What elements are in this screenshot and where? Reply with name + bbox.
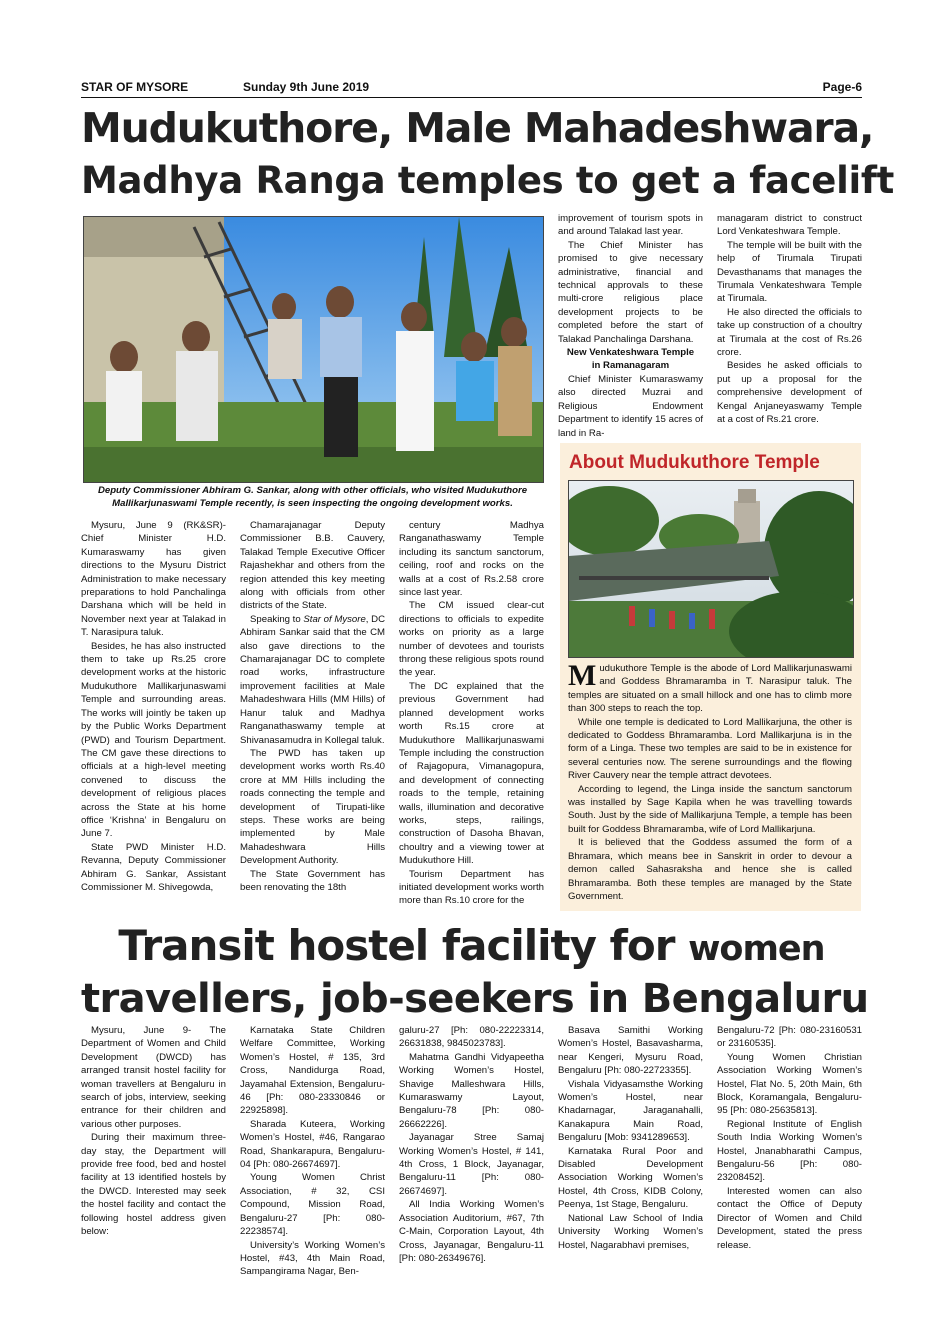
hostel-address: Young Women Christ Association, # 32, CSI Compound, Mission Road, Bengaluru-27 [Ph: 080-22238574]. xyxy=(240,1172,385,1238)
hostel-address: Regional Institute of English South India Working Women’s Hostel, Jnanabharathi Campus, Bengaluru-56 [Ph: 080-23208452]. xyxy=(717,1118,862,1184)
hostel-address: Sharada Kuteera, Working Women’s Hostel, #46, Rangarao Road, Shankarapura, Bengaluru-04 [Ph: 080-26674697]. xyxy=(240,1118,385,1171)
story1-col4-paragraph: Chief Minister Kumaraswamy also directed Muzrai and Religious Endowment Department to identify 15 acres of land in Ra- xyxy=(558,373,703,439)
story1-column-1 xyxy=(81,519,226,894)
story1-column-5 xyxy=(717,212,862,427)
story1-col5-paragraph: He also directed the officials to take up construction of a choultry at Tirumala at the cost of Rs.26 crore. xyxy=(717,306,862,359)
story1-headline-line2: Madhya Ranga temples to get a facelift xyxy=(81,159,895,202)
hostel-address: All India Working Women’s Association Auditorium, #67, 7th C-Main, Corporation Layout, 4th Cross, Jayanagar, Bengaluru-11 [Ph: 080-26349676]. xyxy=(399,1199,544,1264)
sidebar-intro-text: udukuthore Temple is the abode of Lord Mallikarjunaswami and Goddess Bhramaramba in T. Narasipur taluk. The temples are situated on a small hillock and one has to climb more than 300 steps to reach the top. xyxy=(568,663,852,715)
story1-col2-text: Speaking to xyxy=(250,613,304,625)
story2-headline-small: women xyxy=(688,929,825,969)
subheading-venkateshwara-temple: New Venkateshwara Temple xyxy=(566,347,695,359)
story2-col1-paragraph: During their maximum three-day stay, the Department will provide free food, bed and hostel facility at 13 identified hostels by the DWCD. Interested may seek the hostel facility and contact the following hostel address given below: xyxy=(81,1132,226,1238)
hostel-address: Karnataka Rural Poor and Disabled Development Association Working Women’s Hostel, 4th Cross, KIDB Colony, Peenya, 1st Stage, Bengaluru. xyxy=(558,1145,703,1211)
story1-col1-paragraph: State PWD Minister H.D. Revanna, Deputy Commissioner Abhiram G. Sankar, Assistant Commissioner M. Shivegowda, xyxy=(81,841,226,893)
sidebar-paragraph: While one temple is dedicated to Lord Mallikarjuna, the other is dedicated to Goddess Bhramaramba. Lord Mallikarjuna is in the form of a Linga. These two temples are said to be in existence for several centuries now. The serene surroundings and the flowing River Cauvery near the temple attract devotees. xyxy=(568,716,852,782)
temple-scene-illustration xyxy=(569,481,853,657)
story1-col4-paragraph: The Chief Minister has promised to give necessary administrative, financial and technical approvals to these multi-crore religious place development projects to be completed before the start of Talakad Panchalinga Darshana. xyxy=(558,239,703,345)
hostel-address: Vishala Vidyasamsthe Working Women’s Hostel, near Khadarnagar, Jaraganahalli, Kanakapura Main Road, Bengaluru [Mob: 9341289653]. xyxy=(558,1078,703,1144)
story1-col5-paragraph: Besides he asked officials to put up a proposal for the comprehensive development of Kengal Anjaneyaswamy Temple at a cost of Rs.21 crore. xyxy=(717,360,862,426)
story2-headline-big: Transit hostel facility for xyxy=(118,921,675,970)
story1-headline-line1: Mudukuthore, Male Mahadeshwara, xyxy=(81,104,874,152)
story1-column-2 xyxy=(240,519,385,894)
story1-column-3 xyxy=(399,519,544,908)
sidebar-paragraph: It is believed that the Goddess assumed the form of a Bhramara, which means bee in Sanskrit in order to devour a demon called Sahasraksha and hence she is called Bhramaramba. Both these temples are managed by the State Government. xyxy=(568,837,852,902)
story1-col2-paragraph: The State Government has been renovating the 18th xyxy=(240,868,385,893)
story1-col2-text: , DC Abhiram Sankar said that the CM also gave directions to the Chamarajanagar DC to complete road works, infrastructure improvement facilities at Male Mahadeshwara Hills (MM Hills) of Hanur taluk and Madhya Ranganathaswamy temple at Shivanasamudra in Kollegal taluk. xyxy=(240,613,385,746)
story1-column-4 xyxy=(558,212,703,440)
sidebar-paragraph xyxy=(568,659,852,716)
sidebar-body xyxy=(568,659,852,903)
story2-headline-line2: travellers, job-seekers in Bengaluru xyxy=(81,976,869,1022)
story1-col1-paragraph: Besides, he has also instructed them to take up Rs.25 crore development works at the historic Mudukuthore Mallikarjunaswami Temple and surrounding areas. The works will jointly be taken up by the Public Works Department (PWD) and Tourism Department. The CM gave these directions to officials at a high-level meeting convened to discuss the development of religious places across the State at his home office ‘Krishna’ in Bengaluru on June 7. xyxy=(81,640,226,840)
photo-caption xyxy=(83,485,542,510)
hostel-address: Young Women Christian Association Working Women’s Hostel, Flat No. 5, 20th Main, 6th Block, Koramangala, Bengaluru-95 [Ph: 080-25635813]. xyxy=(717,1051,862,1117)
officials-inspection-photo xyxy=(83,216,544,483)
story2-column-4 xyxy=(558,1024,703,1252)
hostel-address: galuru-27 [Ph: 080-22223314, 26631838, 9845023783]. xyxy=(399,1025,544,1050)
drop-cap-letter: M xyxy=(568,659,597,692)
story2-headline-line1 xyxy=(81,921,862,970)
story2-column-1 xyxy=(81,1024,226,1239)
masthead-date: Sunday 9th June 2019 xyxy=(243,80,370,94)
story1-col3-paragraph: The CM issued clear-cut directions to officials to expedite works on priority as a large number of devotees and tourists throng these religious spots round the year. xyxy=(399,600,544,679)
hostel-address: Basava Samithi Working Women’s Hostel, Basavasharma, near Kengeri, Mysuru Road, Bengaluru [Ph: 080-22723355]. xyxy=(558,1025,703,1077)
story2-column-3 xyxy=(399,1024,544,1265)
subheading-ramanagaram: in Ramanagaram xyxy=(591,360,670,372)
story1-col2-paragraph xyxy=(240,613,385,747)
hostel-address: Mahatma Gandhi Vidyapeetha Working Women’s Hostel, Shavige Malleshwara Hills, Kumaraswamy Layout, Bengaluru-78 [Ph: 080-26662226]. xyxy=(399,1051,544,1130)
hostel-address: Jayanagar Stree Samaj Working Women’s Hostel, # 141, 4th Cross, 1 Block, Jayanagar, Bengaluru-11 [Ph: 080-26674697]. xyxy=(399,1132,544,1197)
masthead-page-number: Page-6 xyxy=(822,80,862,94)
story2-col1-paragraph: Mysuru, June 9- The Department of Women and Child Development (DWCD) has arranged transit hostel facility for woman travellers at Bengaluru in search of jobs, interview, seeking entrance for their children and various other purposes. xyxy=(81,1025,226,1130)
inspection-scene-illustration xyxy=(84,217,543,482)
story1-col3-paragraph: Tourism Department has initiated development works worth more than Rs.10 crore for the xyxy=(399,868,544,907)
story1-col2-paragraph: The PWD has taken up development works worth Rs.40 crore at MM Hills including the roads connecting the temple and development of Tirupati-like steps. These works are being implemented by Male Mahadeshwara Hills Development Authority. xyxy=(240,747,385,867)
story1-col1-paragraph: Mysuru, June 9 (RK&SR)- Chief Minister H.D. Kumaraswamy has given directions to the Mysuru District Administration to make necessary preparations to hold Panchalinga Darshana which will be held in November next year at Talakad in T. Narasipura taluk. xyxy=(81,520,226,639)
story1-col5-paragraph: managaram district to construct Lord Venkateshwara Temple. xyxy=(717,213,862,238)
story2-column-2 xyxy=(240,1024,385,1279)
story1-col4-paragraph: improvement of tourism spots in and around Talakad last year. xyxy=(558,213,703,238)
photo-caption-line2: Mallikarjunaswami Temple recently, is seen inspecting the ongoing development works. xyxy=(112,497,513,509)
story1-col3-paragraph: The DC explained that the previous Government had planned development works worth Rs.15 crore at Mudukuthore Mallikarjunaswami Temple including the construction of Rajagopura, Vimanagopura, and development of connecting roads to the temple, retaining walls, illumination and decorative works, steps, railings, construction of Dasoha Bhavan, choultry and a viewing tower at Mudukuthore Hill. xyxy=(399,680,544,867)
sidebar-title: About Mudukuthore Temple xyxy=(569,452,820,473)
temple-photo xyxy=(568,480,854,658)
about-temple-sidebar xyxy=(560,443,861,911)
hostel-address: Karnataka State Children Welfare Committee, Working Women’s Hostel, # 135, 3rd Cross, Nandidurga Road, Jayamahal Extension, Bengaluru-46 [Ph: 080-23330846 or 22925898]. xyxy=(240,1025,385,1117)
photo-caption-line1: Deputy Commissioner Abhiram G. Sankar, along with other officials, who visited Mudukuthore xyxy=(97,485,528,496)
story2-column-5 xyxy=(717,1024,862,1252)
hostel-address: National Law School of India University Working Women’s Hostel, Nagarabhavi premises, xyxy=(558,1212,703,1251)
story1-col3-paragraph: century Madhya Ranganathaswamy Temple including its sanctum sanctorum, ceiling, roof and rocks on the walls at a cost of Rs.2.58 crore since last year. xyxy=(399,520,544,599)
story1-col2-paragraph: Chamarajanagar Deputy Commissioner B.B. Cauvery, Talakad Temple Executive Officer Rajashekhar and others from the region attended this key meeting along with officials from other districts of the State. xyxy=(240,520,385,612)
closing-paragraph: Interested women can also contact the Office of Deputy Director of Women and Child Development, stated the press release. xyxy=(717,1185,862,1251)
story1-col5-paragraph: The temple will be built with the help of Tirumala Tirupati Devasthanams that manages the Tirumala Venkateshwara Temple at Tirumala. xyxy=(717,239,862,305)
hostel-address: University’s Working Women’s Hostel, #43, 4th Main Road, Sampangirama Nagar, Ben- xyxy=(240,1239,385,1278)
masthead-rule xyxy=(81,97,862,98)
masthead-paper-name: STAR OF MYSORE xyxy=(81,80,189,94)
sidebar-paragraph: According to legend, the Linga inside the sanctum sanctorum was installed by Sage Kapila when he was travelling towards South. Just by the side of Mallikarjuna Temple, a temple has been built for Goddess Bhramaramba, wife of Lord Mallikarjuna. xyxy=(568,783,852,835)
hostel-address: Bengaluru-72 [Ph: 080-23160531 or 23160535]. xyxy=(717,1025,862,1050)
star-of-mysore-italic: Star of Mysore xyxy=(303,613,366,625)
